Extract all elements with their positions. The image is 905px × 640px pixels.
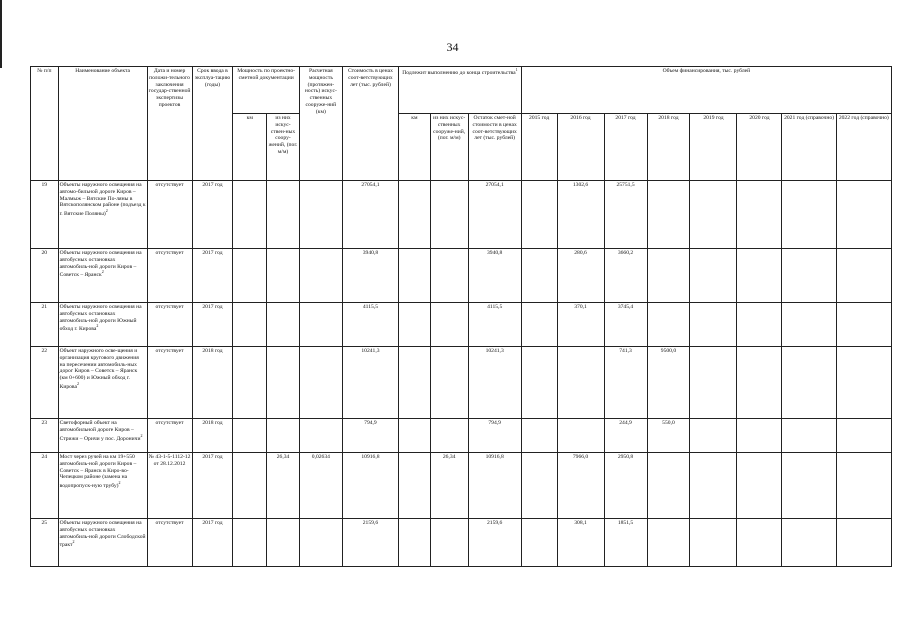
row-cost: 4115,5	[342, 303, 398, 347]
row-calc	[299, 303, 342, 347]
row-km	[233, 249, 267, 303]
header-calc: Расчетная мощность (протяжен-ность) искус-ственных сооруже-ний (км)	[299, 67, 342, 181]
table-row	[31, 453, 892, 519]
row-remain-km	[399, 419, 431, 453]
row-art	[267, 249, 300, 303]
header-year-2022: 2022 год (справочно)	[836, 114, 891, 181]
row-term: 2017 год	[192, 249, 233, 303]
row-y2018: 550,0	[647, 419, 690, 453]
row-date: отсутствует	[147, 181, 192, 249]
row-num: 21	[31, 303, 59, 347]
row-cost: 10916,8	[342, 453, 398, 519]
row-cost: 27054,1	[342, 181, 398, 249]
table-row	[31, 249, 892, 303]
row-km	[233, 347, 267, 419]
row-y2016: 1302,6	[557, 181, 604, 249]
row-art	[267, 347, 300, 419]
row-remain-art	[430, 347, 468, 419]
row-y2020	[737, 181, 782, 249]
header-row-1	[31, 67, 892, 114]
row-km	[233, 453, 267, 519]
row-remain-km	[399, 453, 431, 519]
row-remain-art	[430, 419, 468, 453]
row-name-text: Объекты наружного освещения на автомо-бильной дороге Киров – Малмыж – Вятские По-ляны в Вятскополянском районе (подъезд к г. Вятские Поляны)	[59, 182, 146, 218]
row-y2015	[521, 453, 557, 519]
row-y2022	[836, 453, 891, 519]
header-year-2021: 2021 год (справочно)	[782, 114, 836, 181]
header-cost: Стоимость в ценах соот-ветствующих лет (тыс. рублей)	[342, 67, 398, 181]
row-calc	[299, 347, 342, 419]
row-y2019	[690, 249, 737, 303]
row-num: 23	[31, 419, 59, 453]
table-row	[31, 419, 892, 453]
footnote-mark: 2	[72, 539, 75, 545]
header-remain	[399, 67, 522, 114]
row-y2021	[782, 453, 836, 519]
footnote-mark: 2	[118, 480, 121, 486]
row-y2018	[647, 519, 690, 567]
row-term: 2017 год	[192, 519, 233, 567]
row-remain-cost: 2159,6	[468, 519, 521, 567]
row-name-text: Объекты наружного освещения на автобусных остановках автомобиль-ной дороги Южный обход г. Кирова	[59, 304, 142, 333]
row-name	[58, 419, 147, 453]
table-row	[31, 181, 892, 249]
row-km	[233, 419, 267, 453]
row-y2020	[737, 453, 782, 519]
footnote-mark: 1	[515, 67, 518, 72]
row-remain-km	[399, 347, 431, 419]
row-cost: 10241,3	[342, 347, 398, 419]
row-y2021	[782, 419, 836, 453]
table-row	[31, 347, 892, 419]
row-calc: 0,02634	[299, 453, 342, 519]
row-term: 2017 год	[192, 453, 233, 519]
row-y2018	[647, 303, 690, 347]
row-remain-cost: 10241,3	[468, 347, 521, 419]
header-financing: Объем финансирования, тыс. рублей	[521, 67, 891, 114]
row-km	[233, 303, 267, 347]
row-date: отсутствует	[147, 303, 192, 347]
header-remain-km: км	[399, 114, 431, 181]
footnote-mark: 2	[96, 323, 99, 329]
row-y2022	[836, 519, 891, 567]
row-date: № 43-1-5-1112-12 от 28.12.2012	[147, 453, 192, 519]
footnote-mark: 2	[105, 208, 108, 214]
row-y2020	[737, 347, 782, 419]
row-remain-art	[430, 303, 468, 347]
row-remain-cost: 10916,8	[468, 453, 521, 519]
row-remain-cost: 4115,5	[468, 303, 521, 347]
row-y2016: 280,6	[557, 249, 604, 303]
row-name-text: Объекты наружного освещения на автобусных остановках автомобиль-ной дороги Киров – Советск – Яранск	[59, 250, 142, 279]
header-year-2020: 2020 год	[737, 114, 782, 181]
row-name-text: Светофорный объект на автомобильной дороге Киров – Стрижи – Оричи у пос. Дороничи	[59, 420, 141, 442]
row-date: отсутствует	[147, 347, 192, 419]
header-num: № п/п	[31, 67, 59, 181]
header-remain-art: из них искус-ственных сооруже-ний, (пог. м/м)	[430, 114, 468, 181]
row-y2015	[521, 181, 557, 249]
row-y2018	[647, 249, 690, 303]
row-y2016	[557, 347, 604, 419]
header-date: Дата и номер положи-тельного заключения государ-ственной экспертизы проектов	[147, 67, 192, 181]
row-name-text: Мост через ручей на км 19+550 автомобиль-ной дороги Киров – Советск – Яранск в Киро-во-Чепецком районе (замена на водопропуск-ную трубу)	[59, 454, 137, 490]
row-remain-art	[430, 181, 468, 249]
row-y2022	[836, 249, 891, 303]
row-cost: 794,9	[342, 419, 398, 453]
row-num: 25	[31, 519, 59, 567]
row-name	[58, 303, 147, 347]
page-number: 34	[446, 40, 459, 54]
row-name	[58, 453, 147, 519]
row-remain-km	[399, 249, 431, 303]
row-cost: 3940,8	[342, 249, 398, 303]
row-num: 20	[31, 249, 59, 303]
footnote-mark: 2	[76, 381, 79, 387]
row-y2021	[782, 519, 836, 567]
row-term: 2017 год	[192, 303, 233, 347]
row-y2022	[836, 347, 891, 419]
row-y2017: 3745,4	[604, 303, 647, 347]
header-year-2015: 2015 год	[521, 114, 557, 181]
row-y2016: 370,1	[557, 303, 604, 347]
row-y2020	[737, 303, 782, 347]
row-art	[267, 419, 300, 453]
header-capacity-km: км	[233, 114, 267, 181]
row-y2021	[782, 249, 836, 303]
row-y2018: 9500,0	[647, 347, 690, 419]
row-y2017: 25751,5	[604, 181, 647, 249]
row-art: 26,34	[267, 453, 300, 519]
footnote-mark: 2	[140, 432, 143, 438]
row-y2020	[737, 419, 782, 453]
row-y2022	[836, 303, 891, 347]
header-year-2017: 2017 год	[604, 114, 647, 181]
row-y2016	[557, 419, 604, 453]
page-edge-rule	[0, 0, 2, 68]
row-y2020	[737, 519, 782, 567]
row-km	[233, 181, 267, 249]
row-y2022	[836, 419, 891, 453]
row-remain-km	[399, 303, 431, 347]
header-capacity-art: из них искус-ствен-ных соору-жений, (пог. м/м)	[267, 114, 300, 181]
table-row	[31, 303, 892, 347]
header-name: Наименование объекта	[58, 67, 147, 181]
row-y2019	[690, 519, 737, 567]
row-calc	[299, 249, 342, 303]
header-year-2019: 2019 год	[690, 114, 737, 181]
row-term: 2018 год	[192, 347, 233, 419]
row-remain-km	[399, 181, 431, 249]
row-remain-art: 26,34	[430, 453, 468, 519]
row-num: 22	[31, 347, 59, 419]
row-remain-cost: 27054,1	[468, 181, 521, 249]
footnote-mark: 2	[101, 269, 104, 275]
header-remain-cost: Остаток смет-ной стоимости в ценах соот-ветствующих лет (тыс. рублей)	[468, 114, 521, 181]
row-term: 2017 год	[192, 181, 233, 249]
header-year-2018: 2018 год	[647, 114, 690, 181]
row-num: 24	[31, 453, 59, 519]
row-cost: 2159,6	[342, 519, 398, 567]
header-year-2016: 2016 год	[557, 114, 604, 181]
row-name-text: Объекты наружного освещения на автобусных остановках автомобиль-ной дороги Слободской тракт	[59, 520, 146, 549]
table-row	[31, 519, 892, 567]
row-remain-art	[430, 519, 468, 567]
row-name	[58, 347, 147, 419]
row-y2015	[521, 347, 557, 419]
row-y2015	[521, 419, 557, 453]
row-y2019	[690, 303, 737, 347]
header-remain-text: Подлежит выполнению до конца строительства	[402, 69, 516, 76]
row-art	[267, 519, 300, 567]
row-y2015	[521, 519, 557, 567]
row-calc	[299, 519, 342, 567]
row-y2018	[647, 181, 690, 249]
row-y2017: 3660,2	[604, 249, 647, 303]
row-y2020	[737, 249, 782, 303]
row-remain-art	[430, 249, 468, 303]
row-y2019	[690, 181, 737, 249]
row-y2017: 2950,8	[604, 453, 647, 519]
row-date: отсутствует	[147, 419, 192, 453]
row-name	[58, 249, 147, 303]
row-y2017: 244,9	[604, 419, 647, 453]
row-y2017: 741,3	[604, 347, 647, 419]
row-art	[267, 303, 300, 347]
row-km	[233, 519, 267, 567]
header-capacity: Мощность по проектно-сметной документации	[233, 67, 299, 114]
row-remain-cost: 794,9	[468, 419, 521, 453]
investment-objects-table	[30, 66, 892, 567]
row-y2019	[690, 347, 737, 419]
row-y2015	[521, 303, 557, 347]
row-y2018	[647, 453, 690, 519]
row-date: отсутствует	[147, 249, 192, 303]
row-y2021	[782, 303, 836, 347]
row-y2019	[690, 419, 737, 453]
row-name-text: Объект наружного осве-щения и организация кругового движения на пересечении автомобиль-ных дорог Киров – Советск – Яранск (км 0+600) и Южный обход г. Кирова	[59, 348, 139, 390]
row-y2017: 1851,5	[604, 519, 647, 567]
row-y2022	[836, 181, 891, 249]
row-name	[58, 519, 147, 567]
row-term: 2018 год	[192, 419, 233, 453]
row-art	[267, 181, 300, 249]
row-y2015	[521, 249, 557, 303]
row-y2016: 7966,0	[557, 453, 604, 519]
row-calc	[299, 181, 342, 249]
row-y2021	[782, 347, 836, 419]
row-y2016: 308,1	[557, 519, 604, 567]
row-num: 19	[31, 181, 59, 249]
row-date: отсутствует	[147, 519, 192, 567]
row-calc	[299, 419, 342, 453]
header-term: Срок ввода в эксплуа-тацию (годы)	[192, 67, 233, 181]
row-remain-km	[399, 519, 431, 567]
row-y2021	[782, 181, 836, 249]
row-name	[58, 181, 147, 249]
row-y2019	[690, 453, 737, 519]
row-remain-cost: 3940,8	[468, 249, 521, 303]
